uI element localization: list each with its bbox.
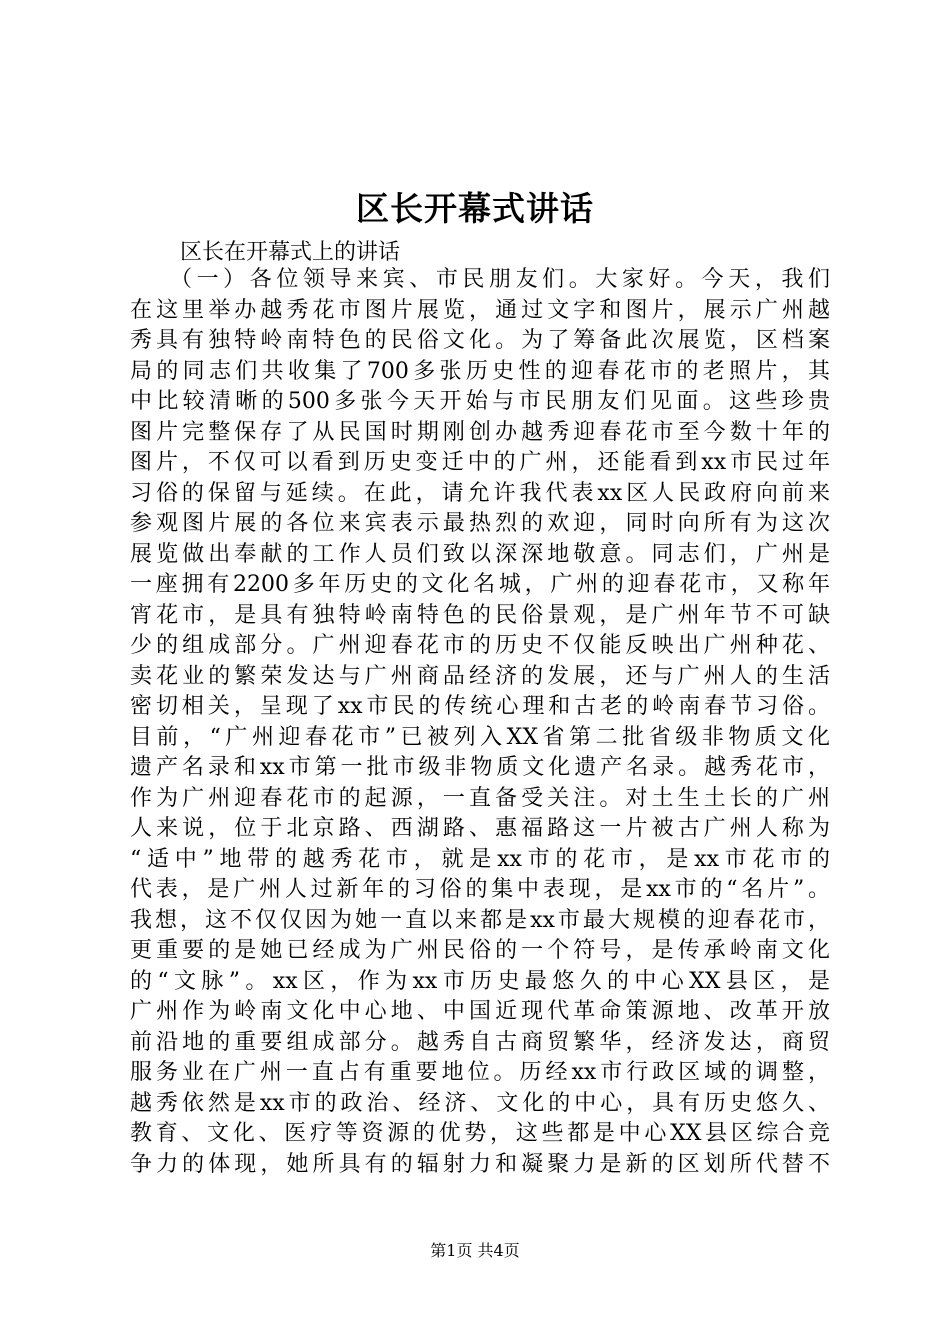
body-line: 在这里举办越秀花市图片展览，通过文字和图片，展示广州越 bbox=[130, 297, 830, 323]
body-line: “适中”地带的越秀花市，就是xx市的花市，是xx市花市的 bbox=[130, 846, 830, 872]
body-line: 习俗的保留与延续。在此，请允许我代表xx区人民政府向前来 bbox=[130, 480, 830, 506]
body-line: 宵花市，是具有独特岭南特色的民俗景观，是广州年节不可缺 bbox=[130, 602, 830, 628]
body-line: 中比较清晰的500多张今天开始与市民朋友们见面。这些珍贵 bbox=[130, 389, 830, 414]
body-line: 作为广州迎春花市的起源，一直备受关注。对土生土长的广州 bbox=[130, 785, 830, 811]
body-line: 我想，这不仅仅因为她一直以来都是xx市最大规模的迎春花市， bbox=[130, 907, 830, 933]
body-line: 争力的体现，她所具有的辐射力和凝聚力是新的区划所代替不 bbox=[130, 1151, 830, 1177]
page-footer: 第1页 共4页 bbox=[430, 1241, 520, 1260]
body-line: 参观图片展的各位来宾表示最热烈的欢迎，同时向所有为这次 bbox=[130, 511, 830, 536]
body-line: 代表，是广州人过新年的习俗的集中表现，是xx市的“名片”。 bbox=[130, 877, 830, 902]
body-line: 少的组成部分。广州迎春花市的历史不仅能反映出广州种花、 bbox=[130, 633, 830, 658]
body-line: 人来说，位于北京路、西湖路、惠福路这一片被古广州人称为 bbox=[130, 816, 830, 841]
body-line: 展览做出奉献的工作人员们致以深深地敬意。同志们，广州是 bbox=[130, 541, 830, 567]
body-line: 卖花业的繁荣发达与广州商品经济的发展，还与广州人的生活 bbox=[130, 663, 830, 689]
body-line: 越秀依然是xx市的政治、经济、文化的中心，具有历史悠久、 bbox=[130, 1090, 830, 1116]
document-subtitle: 区长在开幕式上的讲话 bbox=[180, 240, 401, 265]
body-line: 目前，“广州迎春花市”已被列入XX省第二批省级非物质文化 bbox=[130, 724, 830, 750]
body-line: 一座拥有2200多年历史的文化名城，广州的迎春花市，又称年 bbox=[130, 572, 830, 597]
body-line: 前沿地的重要组成部分。越秀自古商贸繁华，经济发达，商贸 bbox=[130, 1029, 830, 1055]
body-line: 服务业在广州一直占有重要地位。历经xx市行政区域的调整， bbox=[130, 1060, 830, 1085]
body-line: 遗产名录和xx市第一批市级非物质文化遗产名录。越秀花市， bbox=[130, 755, 830, 780]
body-line: 图片完整保存了从民国时期刚创办越秀迎春花市至今数十年的 bbox=[130, 419, 830, 445]
body-line: （一）各位领导来宾、市民朋友们。大家好。今天，我们 bbox=[170, 267, 830, 292]
body-line: 图片，不仅可以看到历史变迁中的广州，还能看到xx市民过年 bbox=[130, 450, 830, 475]
body-line: 更重要的是她已经成为广州民俗的一个符号，是传承岭南文化 bbox=[130, 938, 830, 963]
body-line: 的“文脉”。xx区，作为xx市历史最悠久的中心XX县区，是 bbox=[130, 968, 830, 994]
document-title: 区长开幕式讲话 bbox=[356, 189, 594, 228]
body-line: 密切相关，呈现了xx市民的传统心理和古老的岭南春节习俗。 bbox=[130, 694, 830, 719]
body-line: 教育、文化、医疗等资源的优势，这些都是中心XX县区综合竞 bbox=[130, 1121, 830, 1146]
body-line: 秀具有独特岭南特色的民俗文化。为了筹备此次展览，区档案 bbox=[130, 328, 830, 353]
body-line: 广州作为岭南文化中心地、中国近现代革命策源地、改革开放 bbox=[130, 999, 830, 1024]
body-text bbox=[130, 265, 830, 1180]
body-line: 局的同志们共收集了700多张历史性的迎春花市的老照片，其 bbox=[130, 358, 830, 384]
